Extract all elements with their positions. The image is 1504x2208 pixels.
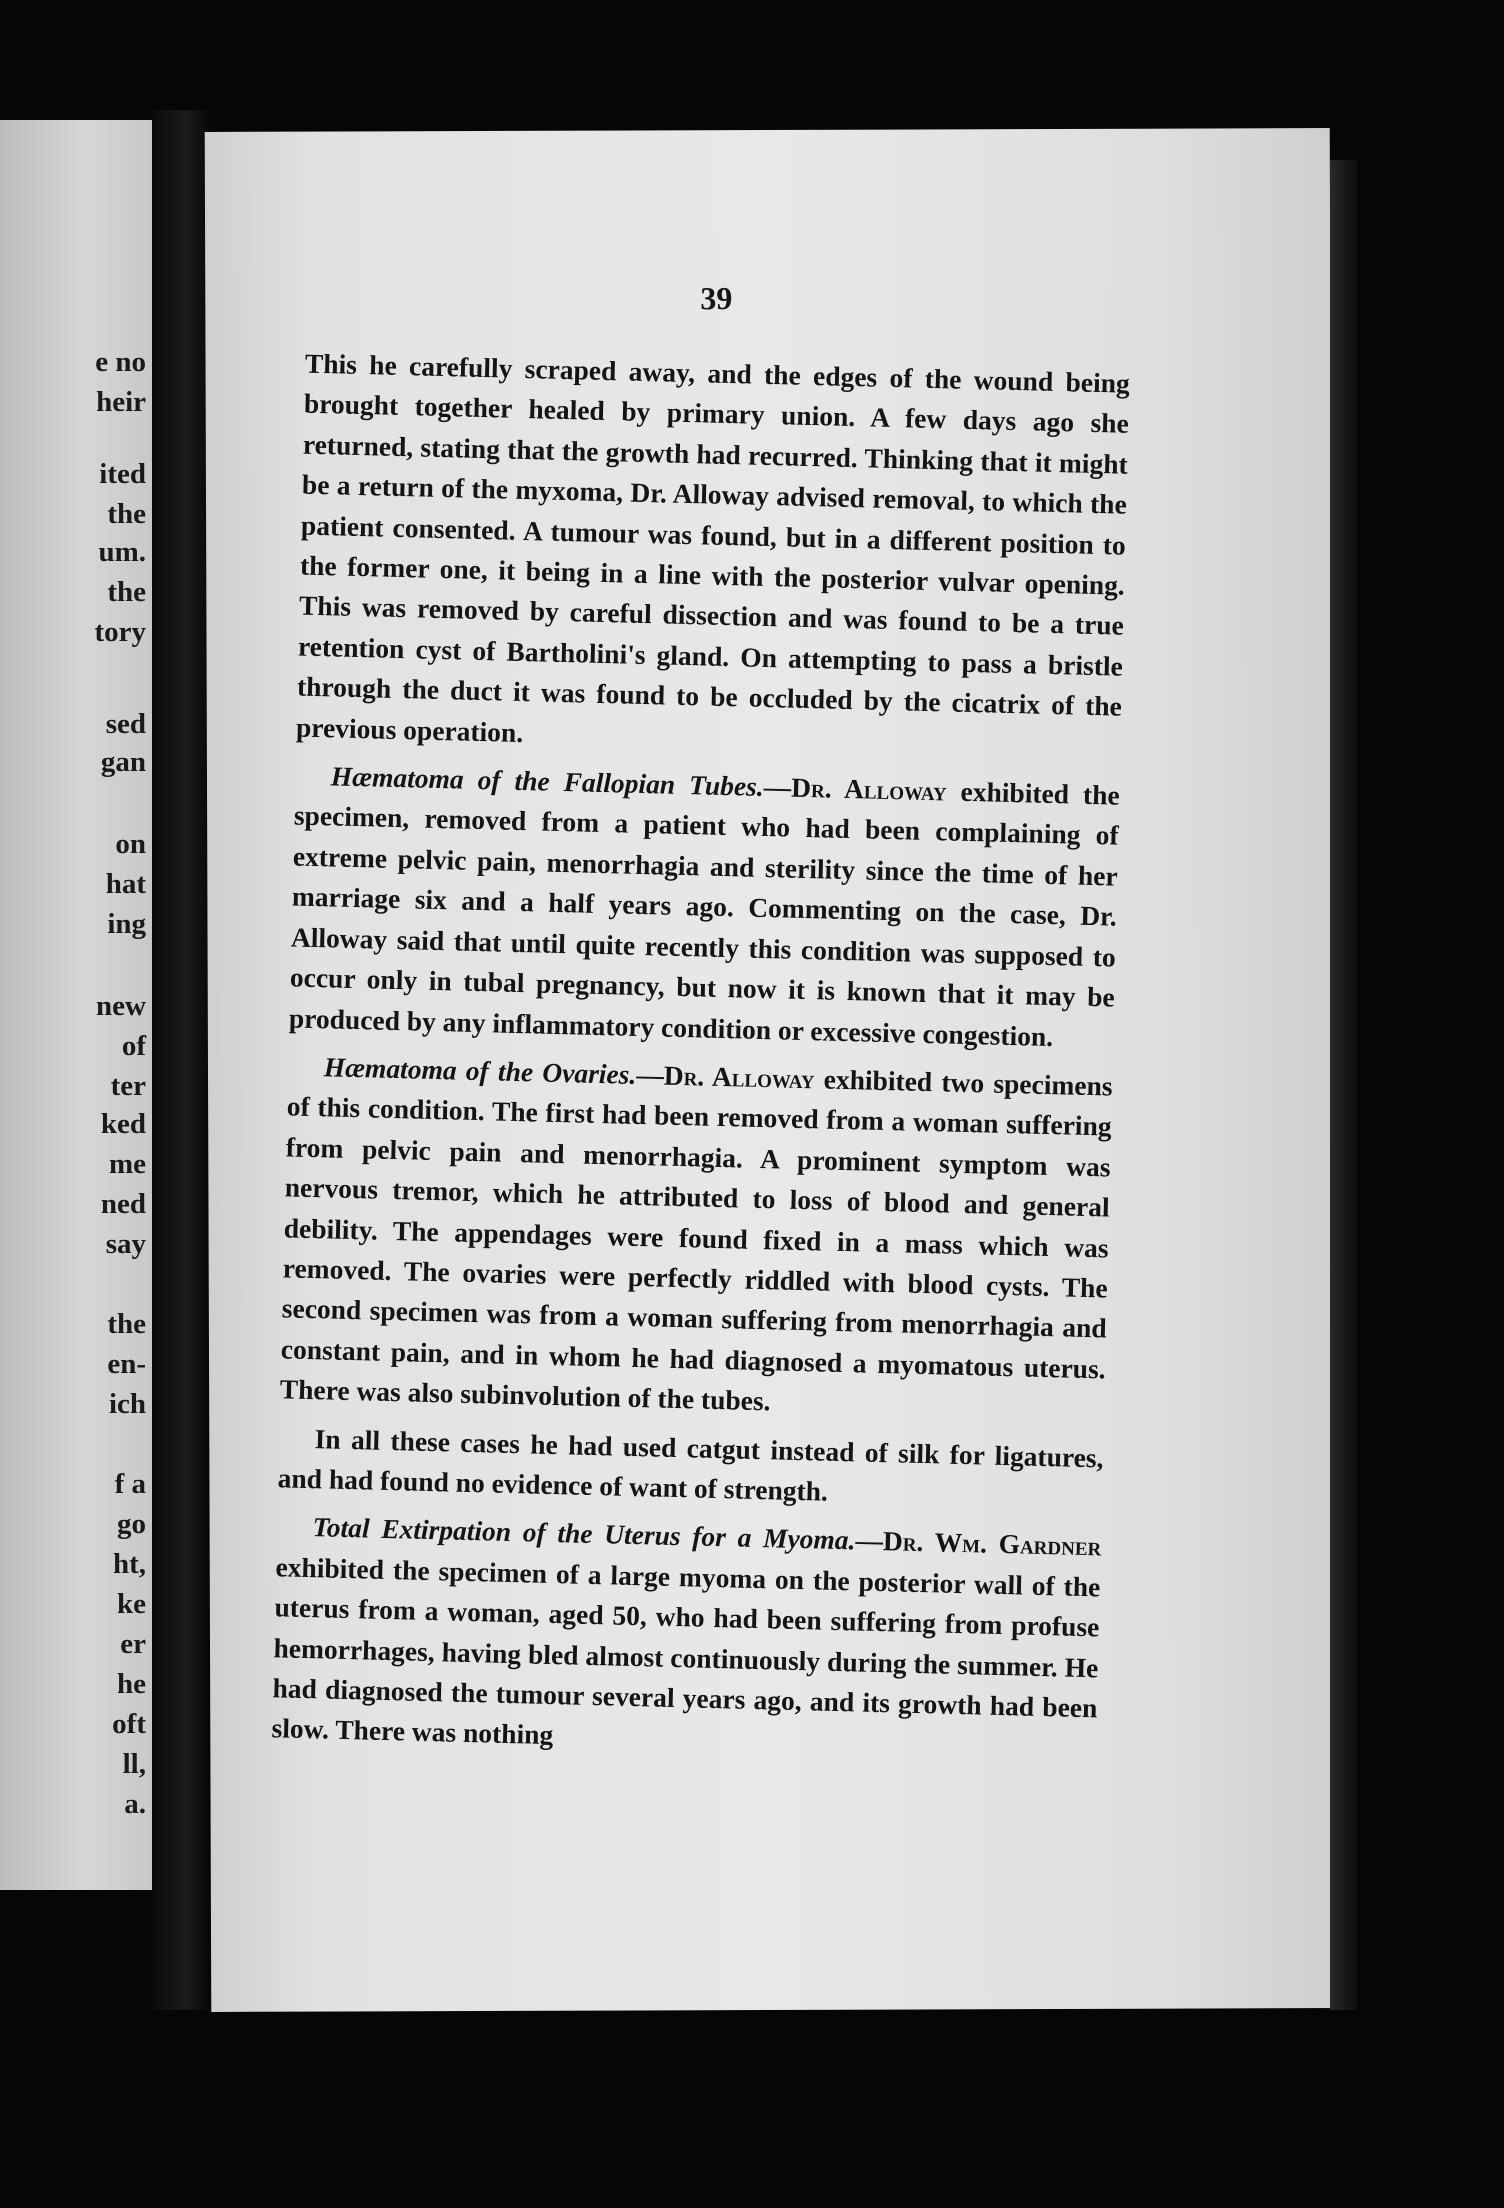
fragment-line: heir: [96, 386, 146, 418]
fragment-line: f a: [114, 1468, 146, 1500]
fragment-line: go: [117, 1508, 146, 1540]
fragment-line: ter: [110, 1070, 146, 1102]
fragment-line: ned: [100, 1188, 146, 1220]
fragment-line: on: [115, 828, 146, 860]
paragraph-total-extirpation: [271, 1507, 1102, 1770]
fragment-line: gan: [100, 746, 146, 778]
page-number: 39: [700, 280, 733, 317]
paragraph-text: exhibited the specimen, removed from a patient who had been complaining of extreme pelvic pain, menorrhagia and sterility since the time of her marriage six and a half years ago. Commenting on the case, Dr. Alloway said that until quite recently this condition was supposed to occur only in tubal pregnancy, but now it is known that it may be produced by any inflammatory condition or excessive congestion.: [288, 775, 1121, 1052]
section-heading: Hæmatoma of the Ovaries.: [323, 1051, 637, 1090]
fragment-line: oft: [112, 1708, 146, 1740]
heading-dash: —: [635, 1058, 665, 1091]
fragment-line: ht,: [112, 1548, 146, 1580]
fragment-line: of: [121, 1030, 146, 1062]
fragment-line: ich: [108, 1388, 146, 1420]
fragment-line: sed: [105, 708, 146, 740]
section-heading: Total Extirpation of the Uterus for a Myoma.: [312, 1511, 856, 1556]
heading-dash: —: [855, 1524, 884, 1557]
paragraph-catgut: In all these cases he had used catgut instead of silk for ligatures, and had found no evidence of want of strength.: [277, 1422, 1104, 1507]
fragment-line: he: [117, 1668, 146, 1700]
fragment-line: ited: [99, 458, 146, 490]
fragment-line: tory: [94, 616, 146, 648]
fragment-line: e no: [95, 346, 146, 378]
paragraph-text: exhibited the specimen of a large myoma on the posterior wall of the uterus from a woman, aged 50, who had been suffering from profuse hemorrhages, having bled almost continuously during the summer. He had diagnosed the tumour several years ago, and its growth had been slow. There was nothing: [271, 1551, 1101, 1751]
fragment-line: ll,: [122, 1748, 146, 1780]
fragment-line: a.: [124, 1788, 146, 1820]
speaker-name: Dr. Alloway: [663, 1059, 815, 1095]
fragment-line: ing: [107, 908, 146, 940]
page-text-body: [271, 344, 1130, 1770]
heading-dash: —: [763, 771, 792, 803]
paragraph-text: exhibited two specimens of this condition. The first had been removed from a woman suffering from pelvic pain and menorrhagia. A prominent symptom was nervous tremor, which he attributed to loss of blood and general debility. The appendages were found fixed in a mass which was removed. The ovaries were perfectly riddled with blood cysts. The second specimen was from a woman suffering from menorrhagia and constant pain, and in whom he had diagnosed a myomatous uterus. There was also subinvolution of the tubes.: [279, 1063, 1113, 1417]
speaker-name: Dr. Alloway: [790, 771, 948, 807]
fragment-line: hat: [105, 868, 146, 900]
fragment-line: the: [107, 1308, 146, 1340]
paragraph-fallopian-tubes: [288, 756, 1120, 1059]
fragment-line: er: [120, 1628, 146, 1660]
book-gutter: [152, 110, 208, 2010]
section-heading: Hæmatoma of the Fallopian Tubes.: [330, 760, 765, 803]
paragraph-continuation: This he carefully scraped away, and the edges of the wound being brought together healed by primary union. A few days ago she returned, stating that the growth had recurred. Thinking that it might be a return of the myxoma, Dr. Alloway advised removal, to which the patient consented. A tumour was found, but in a different position to the former one, it being in a line with the posterior vulvar opening. This was removed by careful dissection and was found to be a true retention cyst of Bartholini's gland. On attempting to pass a bristle through the duct it was found to be occluded by the cicatrix of the previous operation.: [295, 347, 1131, 748]
fragment-line: ked: [100, 1108, 146, 1140]
page-right-edge-shadow: [1330, 160, 1358, 2010]
fragment-line: say: [105, 1228, 146, 1260]
fragment-line: me: [108, 1148, 146, 1180]
paragraph-ovaries: [279, 1046, 1113, 1430]
main-page: [205, 128, 1337, 2012]
fragment-line: new: [96, 990, 146, 1022]
fragment-line: ke: [117, 1588, 146, 1620]
fragment-line: the: [107, 498, 146, 530]
fragment-line: the: [107, 576, 146, 608]
speaker-name: Dr. Wm. Gardner: [882, 1525, 1102, 1562]
fragment-line: um.: [98, 536, 146, 568]
fragment-line: en-: [107, 1348, 146, 1380]
left-facing-page-fragment: [0, 120, 152, 1890]
